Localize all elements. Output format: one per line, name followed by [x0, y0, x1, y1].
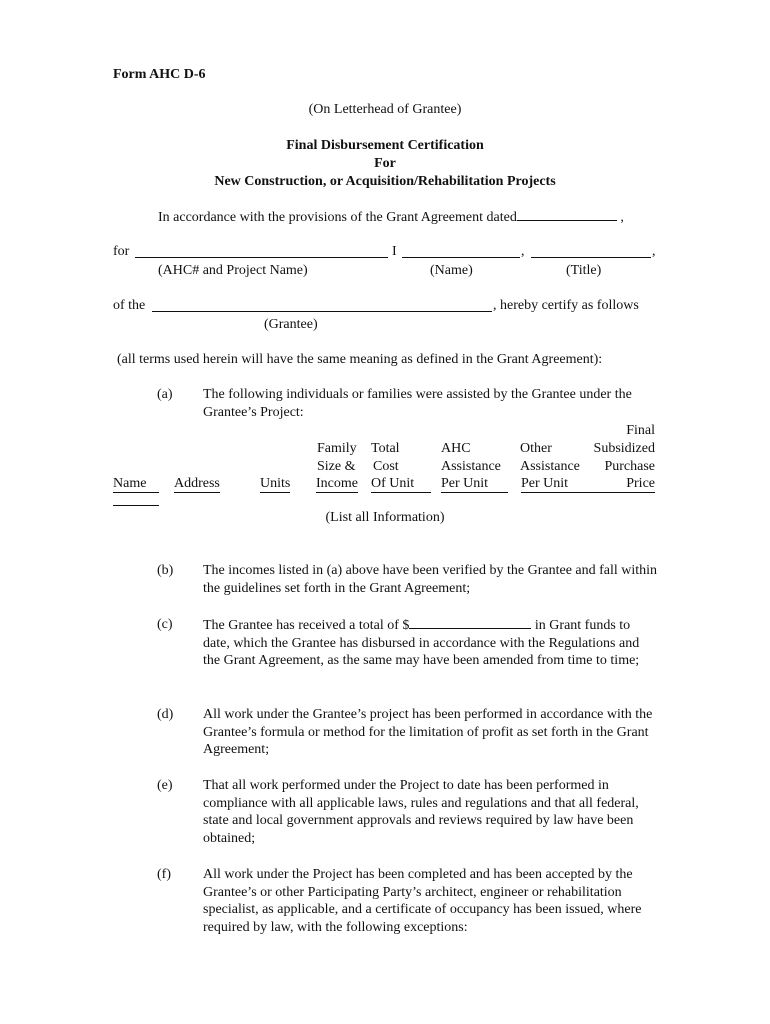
intro-line — [158, 208, 624, 227]
of-suffix: , hereby certify as follows — [493, 298, 639, 313]
col-cost-line-2: Cost — [373, 459, 399, 474]
item-a-text: The following individuals or families were assisted by the Grantee under the Grantee’s Project: — [203, 387, 632, 420]
item-c-text — [203, 616, 658, 670]
item-e-label: (e) — [157, 778, 173, 793]
item-e-text: That all work performed under the Project to date has been performed in compliance with all applicable laws, rules and regulations and that all federal, state and local government approvals and reviews required by law have been obtained; — [203, 778, 639, 846]
col-price-line-4: Price — [626, 476, 655, 491]
project-name-blank[interactable] — [135, 257, 388, 258]
item-b-label: (b) — [157, 563, 174, 578]
caption-name: (Name) — [430, 263, 473, 278]
name-blank[interactable] — [402, 257, 520, 258]
item-d-text: All work under the Grantee’s project has been performed in accordance with the Grantee’s formula or method for the limitation of profit as set forth in the Grant Agreement; — [203, 707, 653, 758]
item-c-text-after: in Grant funds to date, which the Grantee has disbursed in accordance with the Regulations and the Grant Agreement, as the same may have been amended from time to time; — [203, 618, 640, 669]
item-c-text-before: The Grantee has received a total of $ — [203, 618, 410, 633]
intro-end: , — [620, 210, 624, 225]
form-id: Form AHC D-6 — [113, 67, 206, 82]
grant-funds-amount-blank[interactable] — [409, 616, 531, 629]
agreement-date-blank[interactable] — [517, 208, 617, 221]
col-ahc-line-2: Assistance — [441, 459, 501, 474]
caption-title: (Title) — [566, 263, 602, 278]
for-comma: , — [521, 244, 525, 259]
col-price-line-1: Final — [626, 423, 655, 438]
col-cost-line-1: Total — [371, 441, 400, 456]
col-ahc-line-3: Per Unit — [441, 476, 508, 493]
title-line-1: Final Disbursement Certification — [286, 138, 484, 153]
caption-project: (AHC# and Project Name) — [158, 263, 308, 278]
for-prefix: for — [113, 244, 130, 259]
table-note: (List all Information) — [325, 510, 445, 525]
col-price-line-2: Subsidized — [593, 441, 655, 456]
col-other-line-3: Per Unit — [521, 476, 655, 493]
item-a-label: (a) — [157, 387, 173, 402]
title-line-3: New Construction, or Acquisition/Rehabilitation Projects — [214, 174, 556, 189]
grantee-blank[interactable] — [152, 311, 492, 312]
item-f-text: All work under the Project has been completed and has been accepted by the Grantee’s or other Participating Party’s architect, engineer or rehabilitation specialist, as applicable, and a certificate of occupancy has been issued, where required by law, with the following exceptions: — [203, 867, 642, 935]
col-family-line-1: Family — [317, 441, 357, 456]
i-label: I — [392, 244, 397, 259]
col-other-line-1: Other — [520, 441, 552, 456]
caption-grantee: (Grantee) — [264, 317, 318, 332]
col-family-line-2: Size & — [317, 459, 356, 474]
title-line-2: For — [374, 156, 396, 171]
intro-text: In accordance with the provisions of the Grant Agreement dated — [158, 210, 517, 225]
col-name: Name — [113, 476, 159, 493]
item-f-label: (f) — [157, 867, 171, 882]
item-c-label: (c) — [157, 617, 173, 632]
col-other-line-2: Assistance — [520, 459, 580, 474]
item-d-label: (d) — [157, 707, 174, 722]
col-name-underline-extension — [113, 505, 159, 506]
col-cost-line-3: Of Unit — [371, 476, 431, 493]
item-b-text: The incomes listed in (a) above have been verified by the Grantee and fall within the guidelines set forth in the Grant Agreement; — [203, 563, 658, 596]
col-ahc-line-1: AHC — [441, 441, 471, 456]
terms-note: (all terms used herein will have the same meaning as defined in the Grant Agreement): — [117, 352, 603, 367]
col-family-line-3: Income — [316, 476, 358, 491]
for-end: , — [652, 244, 656, 259]
of-prefix: of the — [113, 298, 146, 313]
col-price-line-3: Purchase — [604, 459, 655, 474]
col-units: Units — [260, 476, 291, 491]
letterhead-note: (On Letterhead of Grantee) — [308, 102, 462, 117]
title-blank[interactable] — [531, 257, 651, 258]
col-address: Address — [174, 476, 220, 491]
